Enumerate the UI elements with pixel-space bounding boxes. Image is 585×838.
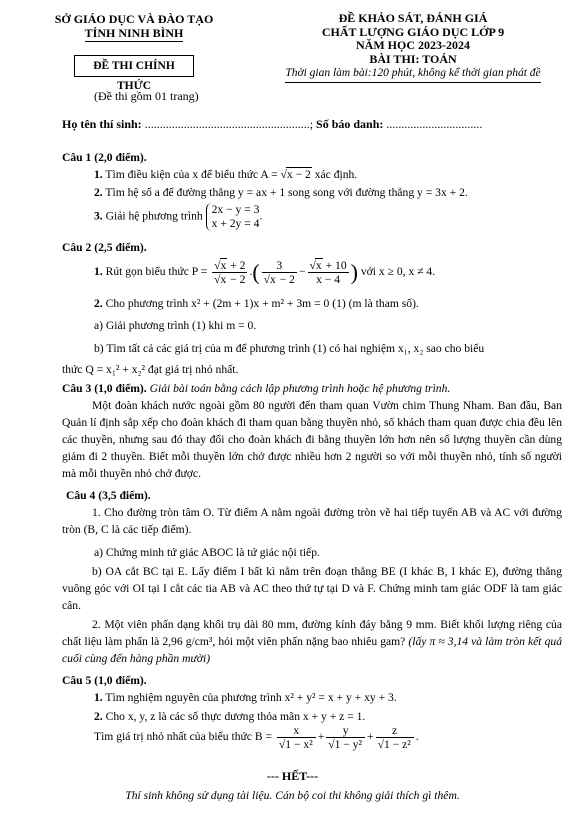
question-2-part-2: [94, 297, 419, 311]
question-4-part-2: [62, 616, 562, 667]
question-4-part-2-text: 2. Một viên phấn dạng khối trụ dài 80 mm, đường kính đáy bằng 9 mm. Biết khối lượng riêng của chất liệu làm phấn là 2,96 g/cm³, hỏi một viên phấn nặng bao nhiêu gam?: [62, 618, 562, 648]
question-2-part-2a: a) Giải phương trình (1) khi m = 0.: [94, 319, 257, 332]
question-3-instruction: Giải bài toán bằng cách lập phương trình hoặc hệ phương trình.: [146, 382, 451, 395]
question-2-part-2b-line2: thức Q = x₁² + x₂² đạt giá trị nhỏ nhất.: [62, 363, 239, 376]
question-1-title: Câu 1 (2,0 điểm).: [62, 151, 147, 164]
numerator: x: [277, 724, 316, 738]
equation-2: x + 2y = 4: [211, 217, 260, 230]
radicand: 1 − z²: [383, 738, 411, 751]
candidate-name-field: .......................................................;: [141, 117, 314, 131]
exam-title-line2: CHẤT LƯỢNG GIÁO DỤC LỚP 9: [321, 24, 505, 39]
official-exam-label: ĐỀ THI CHÍNH THỨC: [74, 55, 194, 77]
department-line2: TỈNH NINH BÌNH: [84, 26, 184, 40]
part-text-tail: xác định.: [314, 168, 358, 181]
question-3-title: Câu 3 (1,0 điểm).: [62, 382, 147, 395]
equation-system: [206, 203, 260, 231]
part-number: 1.: [94, 691, 103, 704]
denominator-tail: − 2: [276, 273, 295, 286]
exam-title-line1: ĐỀ KHẢO SÁT, ĐÁNH GIÁ: [338, 11, 488, 25]
question-2-part-2b-line1: b) Tìm tất cả các giá trị của m để phương trình (1) có hai nghiệm x₁, x₂ sao cho biểu: [94, 342, 485, 355]
pages-note: (Đề thi gồm 01 trang): [94, 89, 199, 103]
department-header: [54, 12, 214, 42]
question-1-part-1: 1. Tìm điều kiện của x để biểu thức A = √x − 2 xác định.: [94, 168, 358, 181]
part-number: 1.: [94, 265, 103, 279]
part-number: 2.: [94, 297, 103, 310]
question-4-part-1b: b) OA cắt BC tại E. Lấy điểm I bất kì nằm trên đoạn thẳng BE (I khác B, I khác E), đường thẳng vuông góc với OI tại I cắt các tia AB và AC theo thứ tự tại D và F. Chứng minh tam giác ODF là tam giác cân.: [62, 565, 562, 612]
b-fraction-1: $\frac{x}{\text{√1 − x²}}$: [277, 724, 316, 751]
question-5-part-2-expression: Tìm giá trị nhỏ nhất của biểu thức B = $\frac{x}{\text{√1 − x²}}$ + $\frac{y}{\text{√1 − y²}}$ + $\frac{z}{\text{√1 − z²}}$ .: [94, 724, 419, 751]
b-fraction-3: $\frac{z}{\text{√1 − z²}}$: [376, 724, 414, 751]
radicand: x: [315, 259, 322, 272]
part-text: Tìm hệ số a để đường thẳng y = ax + 1 song song với đường thẳng y = 3x + 2.: [105, 186, 468, 199]
question-4-part-1: 1. Cho đường tròn tâm O. Từ điểm A nằm ngoài đường tròn vẽ hai tiếp tuyến AB và AC với đường tròn (B, C là các tiếp điểm).: [62, 506, 562, 536]
question-4-part-1a: a) Chứng minh tứ giác ABOC là tứ giác nội tiếp.: [94, 546, 320, 559]
radicand: x: [220, 259, 227, 272]
radicand: x: [270, 273, 276, 286]
candidate-name-label: Họ tên thí sinh:: [62, 117, 142, 131]
part-text: Giải hệ phương trình: [105, 209, 203, 223]
candidate-info: [62, 117, 562, 132]
exam-header: [268, 12, 558, 83]
radicand: 1 − y²: [334, 738, 363, 751]
numerator: y: [326, 724, 365, 738]
fraction-1: $\frac{√x + 2}{√x - 2}$: [214, 259, 246, 286]
part-text: Cho x, y, z là các số thực dương thỏa mãn x + y + z = 1.: [105, 710, 366, 723]
numerator: 3: [262, 259, 297, 273]
question-5-part-2: [94, 710, 365, 724]
question-2-title: Câu 2 (2,5 điểm).: [62, 241, 147, 254]
question-5-part-1: [94, 691, 397, 705]
time-note: Thời gian làm bài:120 phút, không kể thời gian phát đề: [285, 67, 540, 83]
part-number: 2.: [94, 186, 103, 199]
question-4-title: Câu 4 (3,5 điểm).: [66, 489, 151, 502]
footer-note: Thí sinh không sử dụng tài liệu. Cán bộ coi thi không giải thích gì thêm.: [125, 789, 460, 802]
end-mark: --- HẾT---: [266, 769, 319, 783]
part-text: Cho phương trình x² + (2m + 1)x + m² + 3m = 0 (1) (m là tham số).: [105, 297, 419, 310]
question-1-part-3: 3. Giải hệ phương trình 2x − y = 3 x + 2y = 4 .: [94, 203, 263, 230]
fraction-3: $\frac{√x + 10}{x - 4}$: [309, 259, 347, 286]
fraction-2: $\frac{3}{√x - 2}$: [263, 259, 295, 286]
radicand: 1 − x²: [285, 738, 313, 751]
question-1-part-2: [94, 186, 468, 200]
part-text: Tìm nghiệm nguyên của phương trình x² + y² = x + y + xy + 3.: [105, 691, 397, 704]
part-text: Rút gọn biểu thức P =: [105, 265, 208, 279]
candidate-id-label: Số báo danh:: [313, 117, 384, 131]
numerator-tail: + 10: [322, 259, 347, 272]
part-number: 2.: [94, 710, 103, 723]
numerator-tail: + 2: [227, 259, 246, 272]
condition-text: với x ≥ 0, x ≠ 4.: [360, 265, 436, 279]
radicand: x: [220, 273, 227, 286]
part-text: Tìm giá trị nhỏ nhất của biểu thức B =: [94, 730, 272, 744]
b-fraction-2: $\frac{y}{\text{√1 − y²}}$: [326, 724, 365, 751]
department-line1: SỞ GIÁO DỤC VÀ ĐÀO TẠO: [54, 12, 214, 26]
denominator-tail: − 2: [227, 273, 246, 286]
question-2-part-1: 1. Rút gọn biểu thức P = $\frac{√x + 2}{√x - 2}$ .( $\frac{3}{√x - 2}$ − $\frac{√x + 10}{x - 4}$ ) với x ≥ 0, x ≠ 4.: [94, 259, 436, 286]
question-3-text: Một đoàn khách nước ngoài gồm 80 người đến tham quan Vườn chim Thung Nham. Ban đầu, Ban Quản lí định sắp xếp cho đoàn khách đi tham quan bằng thuyền nhỏ, số khách tham quan được chia đều lên các thuyền, nhưng sau đó thay đổi cho đoàn khách đi bằng thuyền lớn hơn nên số lượng thuyền cần dùng giảm đi 2 thuyền. Biết mỗi thuyền lớn chở được nhiều hơn 2 người so với mỗi thuyền nhỏ, tính số người mà mỗi thuyền nhỏ chở được.: [62, 399, 562, 480]
question-4-part-2-note: (lấy π ≈ 3,14 và làm tròn kết quả cuối cùng đến hàng phần mười): [62, 635, 562, 665]
school-year: NĂM HỌC 2023-2024: [356, 38, 470, 52]
part-number: 3.: [94, 209, 103, 223]
candidate-id-field: ................................: [383, 117, 483, 131]
denominator: x − 4: [316, 273, 341, 286]
question-3-heading: [62, 382, 450, 396]
equation-1: 2x − y = 3: [211, 203, 260, 216]
part-number: 1.: [94, 168, 103, 181]
subject-title: BÀI THI: TOÁN: [369, 51, 457, 66]
radicand: x − 2: [286, 168, 311, 181]
numerator: z: [376, 724, 414, 738]
question-5-title: Câu 5 (1,0 điểm).: [62, 674, 147, 687]
part-text: Tìm điều kiện của x để biểu thức A =: [105, 168, 278, 181]
